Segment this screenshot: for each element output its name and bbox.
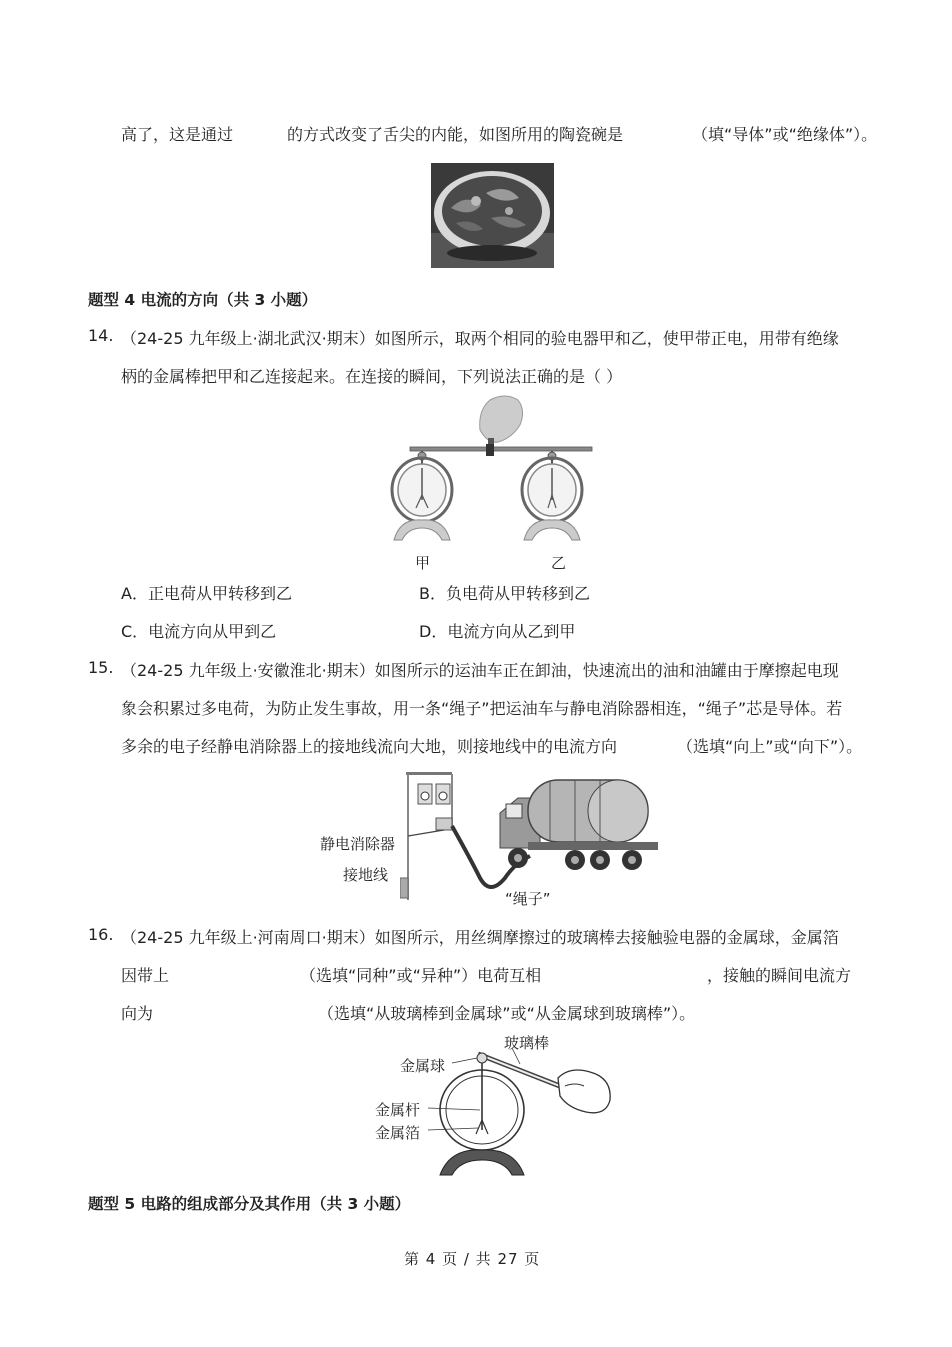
q15-line3b: （选填“向上”或“向下”）。 [677,737,863,756]
q14-line2: 柄的金属棒把甲和乙连接起来。在连接的瞬间，下列说法正确的是（ ） [121,367,623,386]
label-static-eliminator: 静电消除器 [320,835,396,853]
q16-line2c: ，接触的瞬间电流方 [707,966,852,985]
q14-option-d[interactable]: D．电流方向从乙到甲 [419,622,576,641]
q16-line2b: （选填“同种”或“异种”）电荷互相 [300,966,542,985]
label-rope: “绳子” [505,890,551,908]
tanker-truck-figure [400,768,670,908]
label-yi: 乙 [551,554,567,572]
label-metal-stem: 金属杆 [375,1101,421,1119]
q16-line1: （24-25 九年级上·河南周口·期末）如图所示，用丝绸摩擦过的玻璃棒去接触验电器的金属球，金属箔 [121,928,839,947]
label-ground-wire: 接地线 [343,866,389,884]
ceramic-bowl-photo [431,163,554,268]
label-metal-ball: 金属球 [400,1057,446,1075]
electroscope-pair-figure [380,390,610,550]
label-glass-rod: 玻璃棒 [504,1034,550,1052]
q14-number: 14. [88,326,114,345]
q16-line2a: 因带上 [121,966,170,985]
q16-line3a: 向为 [121,1004,154,1023]
q13-text-part3: （填“导体”或“绝缘体”）。 [692,125,878,144]
label-jia: 甲 [415,554,431,572]
q14-option-c[interactable]: C．电流方向从甲到乙 [121,622,277,641]
page-footer: 第 4 页 / 共 27 页 [404,1250,541,1268]
q15-number: 15. [88,658,114,677]
q15-line2: 象会积累过多电荷，为防止发生事故，用一条“绳子”把运油车与静电消除器相连，“绳子”芯是导体。若 [121,699,843,718]
q14-option-b[interactable]: B．负电荷从甲转移到乙 [419,584,590,603]
q13-text-part1: 高了，这是通过 [121,125,234,144]
q16-line3b: （选填“从玻璃棒到金属球”或“从金属球到玻璃棒”）。 [318,1004,696,1023]
section-5-title: 题型 5 电路的组成部分及其作用（共 3 小题） [88,1195,411,1213]
q16-number: 16. [88,925,114,944]
q15-line3a: 多余的电子经静电消除器上的接地线流向大地，则接地线中的电流方向 [121,737,618,756]
q14-line1: （24-25 九年级上·湖北武汉·期末）如图所示，取两个相同的验电器甲和乙，使甲带正电，用带有绝缘 [121,329,839,348]
q15-line1: （24-25 九年级上·安徽淮北·期末）如图所示的运油车正在卸油，快速流出的油和油罐由于摩擦起电现 [121,661,839,680]
q14-option-a[interactable]: A．正电荷从甲转移到乙 [121,584,292,603]
label-metal-foil: 金属箔 [375,1124,421,1142]
section-4-title: 题型 4 电流的方向（共 3 小题） [88,291,318,309]
q13-text-part2: 的方式改变了舌尖的内能，如图所用的陶瓷碗是 [287,125,624,144]
